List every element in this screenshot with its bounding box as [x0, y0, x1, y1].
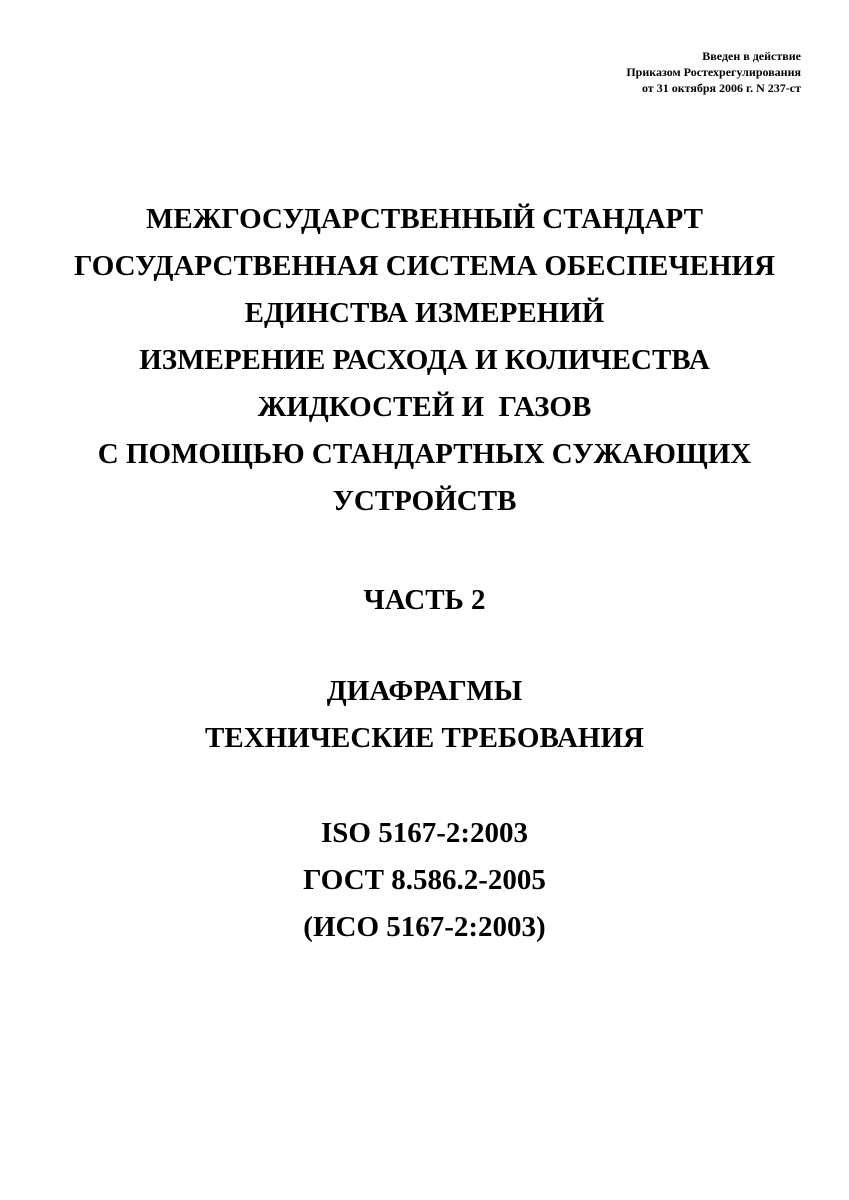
standard-codes	[0, 810, 849, 951]
enactment-line: от 31 октября 2006 г. N 237-ст	[641, 81, 801, 95]
part-heading: ЧАСТЬ 2	[363, 584, 486, 616]
title-line: УСТРОЙСТВ	[332, 485, 517, 517]
title-line: ЕДИНСТВА ИЗМЕРЕНИЙ	[244, 297, 605, 329]
document-title	[0, 196, 849, 525]
iso-ru-code: (ИСО 5167-2:2003)	[303, 911, 546, 943]
document-subtitle	[0, 668, 849, 762]
gost-code: ГОСТ 8.586.2-2005	[303, 864, 546, 896]
title-line: С ПОМОЩЬЮ СТАНДАРТНЫХ СУЖАЮЩИХ	[97, 438, 752, 470]
title-line: ИЗМЕРЕНИЕ РАСХОДА И КОЛИЧЕСТВА	[139, 344, 710, 376]
title-line: ЖИДКОСТЕЙ И ГАЗОВ	[257, 391, 592, 423]
subtitle-line: ДИАФРАГМЫ	[326, 675, 523, 707]
enactment-line: Приказом Ростехрегулирования	[626, 65, 801, 79]
title-line: МЕЖГОСУДАРСТВЕННЫЙ СТАНДАРТ	[146, 203, 703, 235]
iso-code: ISO 5167-2:2003	[320, 817, 529, 849]
enactment-note	[626, 48, 801, 96]
enactment-line: Введен в действие	[702, 49, 801, 63]
title-line: ГОСУДАРСТВЕННАЯ СИСТЕМА ОБЕСПЕЧЕНИЯ	[73, 250, 776, 282]
subtitle-line: ТЕХНИЧЕСКИЕ ТРЕБОВАНИЯ	[205, 722, 644, 754]
